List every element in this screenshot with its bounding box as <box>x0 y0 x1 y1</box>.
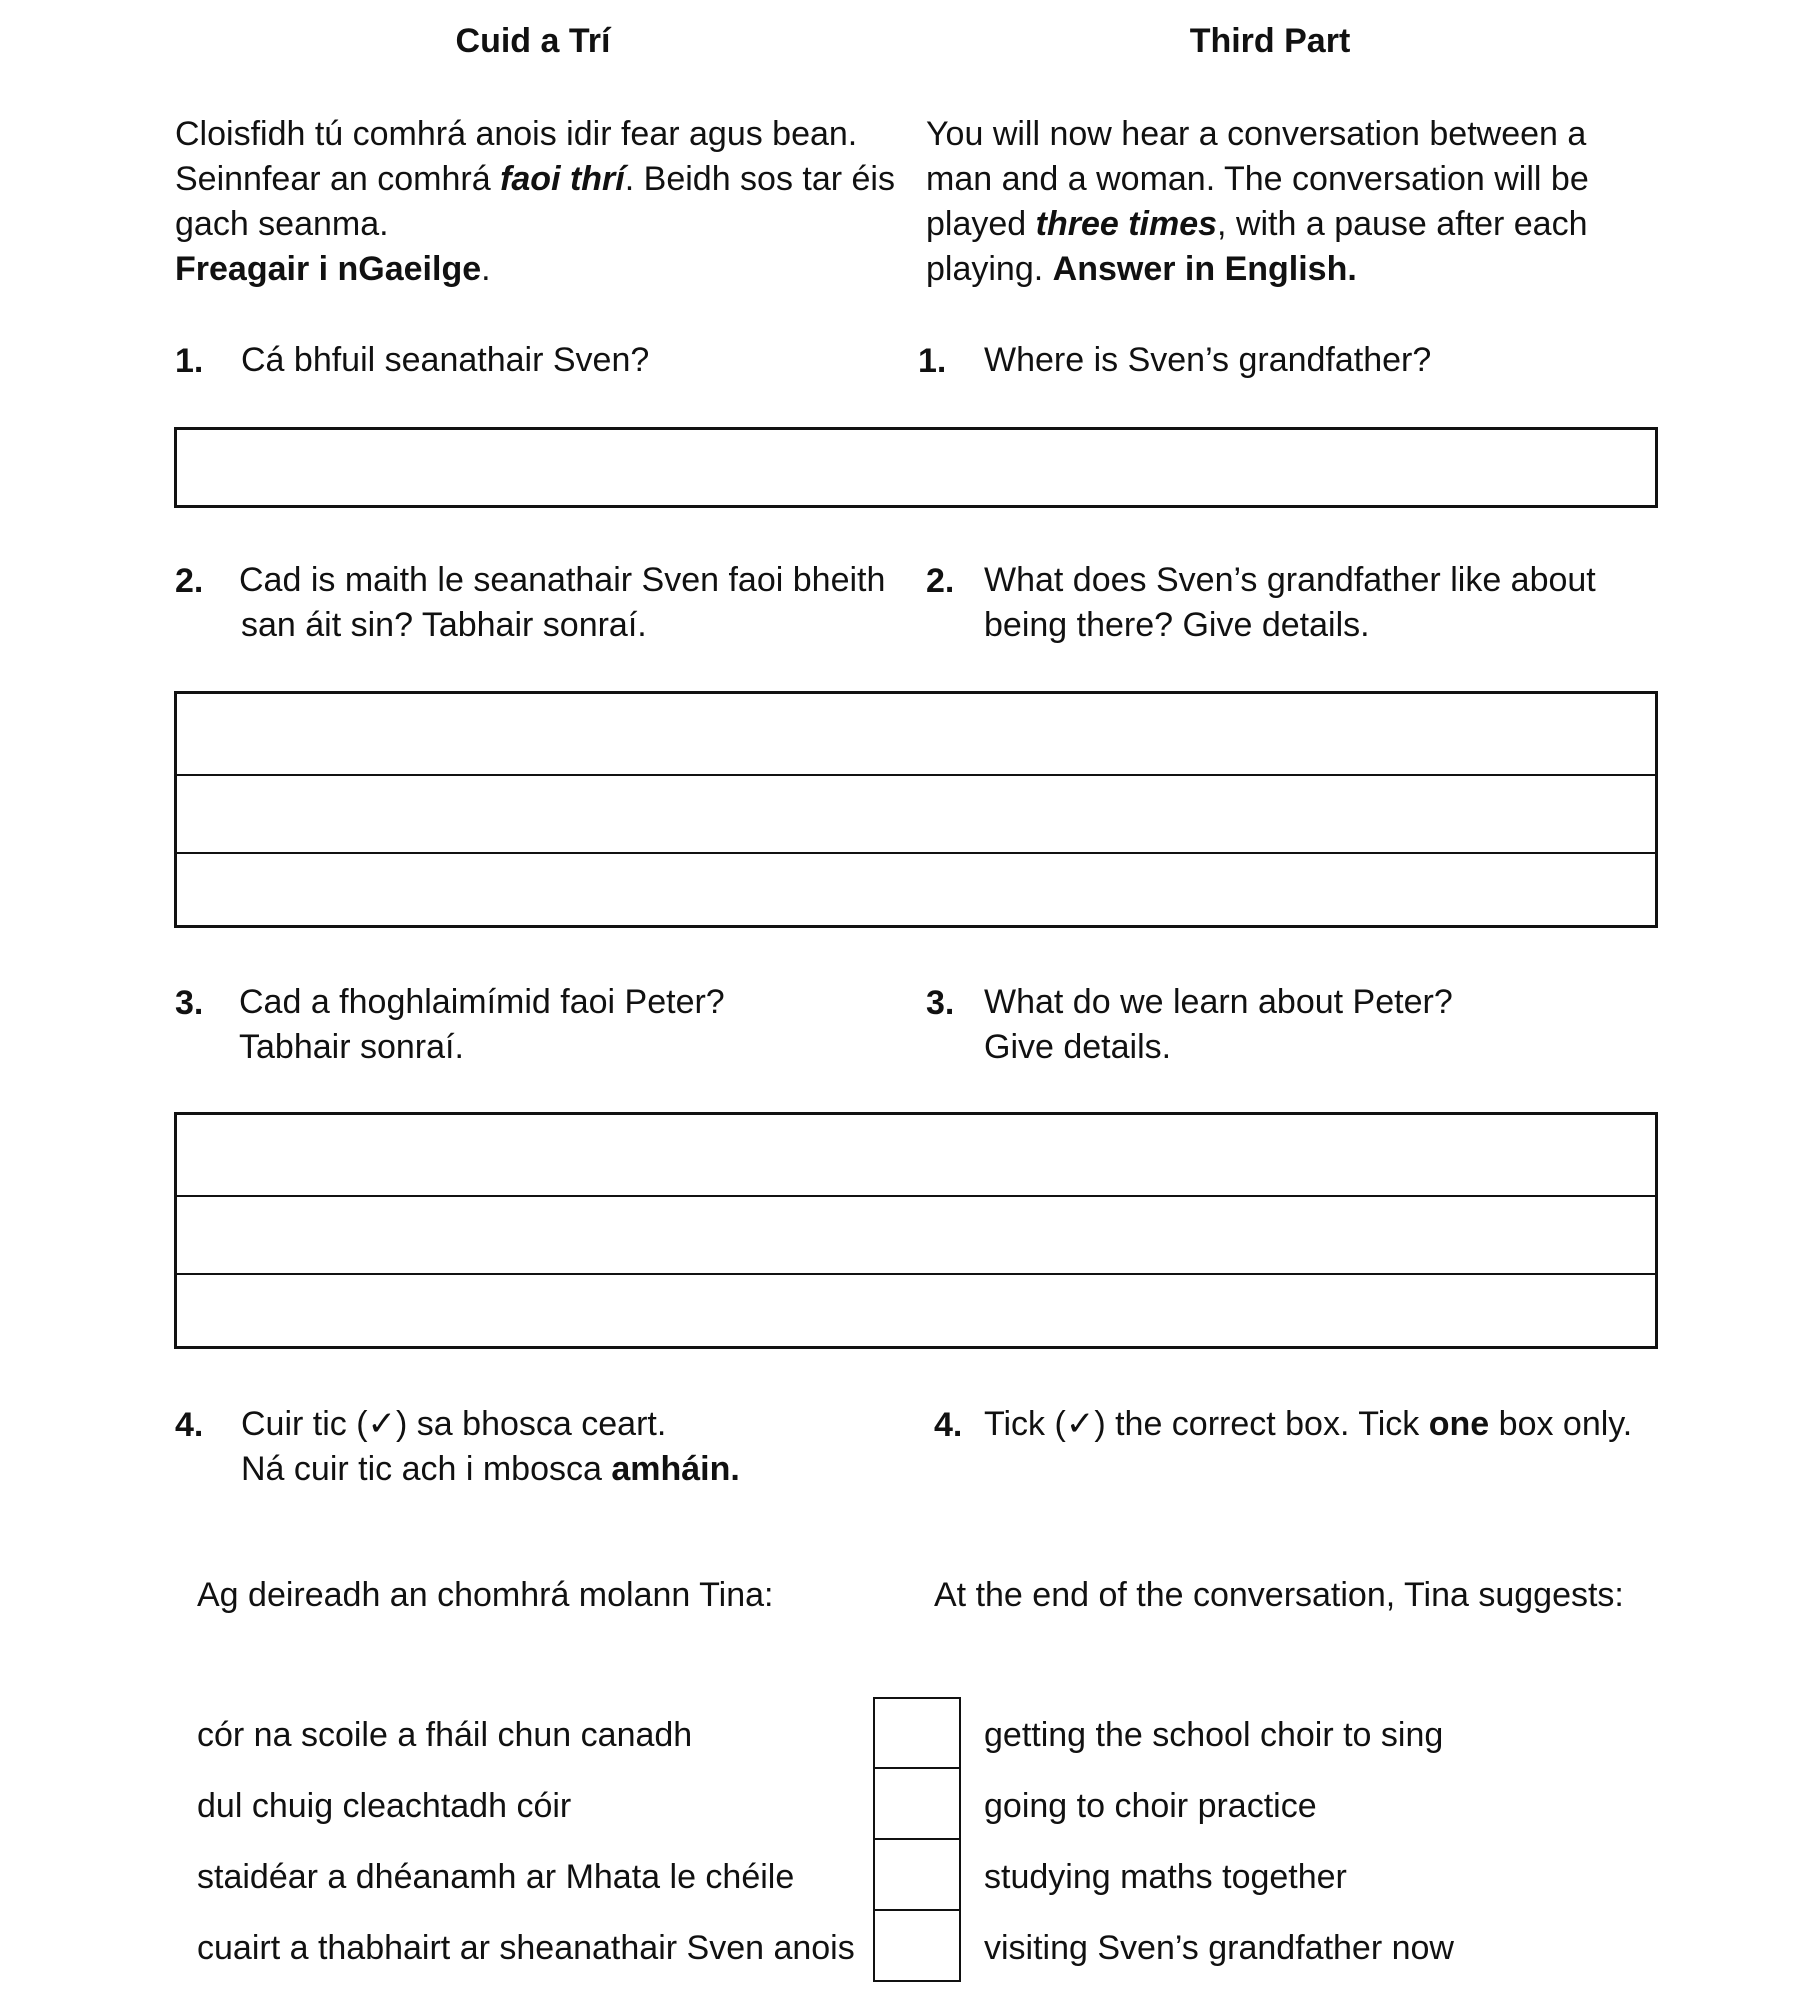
option-english-4: visiting Sven’s grandfather now <box>984 1929 1454 1967</box>
q1-number-irish: 1. <box>175 342 204 380</box>
q2-answer-line <box>177 774 1655 776</box>
option-checkbox-3[interactable] <box>873 1838 961 1911</box>
q1-english-text: Where is Sven’s grandfather? <box>984 341 1432 379</box>
irish-title: Cuid a Trí <box>455 22 611 60</box>
q3-answer-line <box>177 1195 1655 1197</box>
option-english-3: studying maths together <box>984 1858 1347 1896</box>
q2-number-english: 2. <box>926 562 955 600</box>
q2-answer-box[interactable] <box>174 691 1658 928</box>
q4-number-english: 4. <box>934 1406 963 1444</box>
option-irish-3: staidéar a dhéanamh ar Mhata le chéile <box>197 1858 795 1896</box>
q3-number-english: 3. <box>926 984 955 1022</box>
q4-english-text: Tick (✓) the correct box. Tick one box only. <box>984 1405 1633 1443</box>
q3-number-irish: 3. <box>175 984 204 1022</box>
q2-number-irish: 2. <box>175 562 204 600</box>
q3-answer-line <box>177 1273 1655 1275</box>
q1-irish-text: Cá bhfuil seanathair Sven? <box>241 341 650 379</box>
option-checkbox-2[interactable] <box>873 1767 961 1840</box>
q2-irish-text: Cad is maith le seanathair Sven faoi bheith san áit sin? Tabhair sonraí. <box>239 561 886 644</box>
q4-irish-text: Cuir tic (✓) sa bhosca ceart. Ná cuir tic ach i mbosca amháin. <box>241 1405 740 1488</box>
q1-answer-box[interactable] <box>174 427 1658 508</box>
irish-instructions: Cloisfidh tú comhrá anois idir fear agus bean. Seinnfear an comhrá faoi thrí. Beidh sos tar éis gach seanma. Freagair i nGaeilge. <box>175 115 895 288</box>
option-checkbox-4[interactable] <box>873 1909 961 1982</box>
option-english-1: getting the school choir to sing <box>984 1716 1444 1754</box>
option-irish-2: dul chuig cleachtadh cóir <box>197 1787 572 1825</box>
q4-number-irish: 4. <box>175 1406 204 1444</box>
option-irish-1: cór na scoile a fháil chun canadh <box>197 1716 693 1754</box>
english-instructions: You will now hear a conversation between a man and a woman. The conversation will be played three times, with a pause after each playing. Answer in English. <box>926 115 1589 288</box>
prompt-irish: Ag deireadh an chomhrá molann Tina: <box>197 1576 774 1614</box>
prompt-english: At the end of the conversation, Tina suggests: <box>934 1576 1624 1614</box>
option-checkbox-1[interactable] <box>873 1697 961 1769</box>
q3-irish-text: Cad a fhoghlaimímid faoi Peter? Tabhair sonraí. <box>239 983 725 1066</box>
option-irish-4: cuairt a thabhairt ar sheanathair Sven anois <box>197 1929 855 1967</box>
english-title: Third Part <box>1189 22 1351 60</box>
q3-answer-box[interactable] <box>174 1112 1658 1349</box>
q2-english-text: What does Sven’s grandfather like about being there? Give details. <box>984 561 1596 644</box>
q1-number-english: 1. <box>918 342 947 380</box>
q3-english-text: What do we learn about Peter? Give details. <box>984 983 1453 1066</box>
option-english-2: going to choir practice <box>984 1787 1317 1825</box>
q2-answer-line <box>177 852 1655 854</box>
